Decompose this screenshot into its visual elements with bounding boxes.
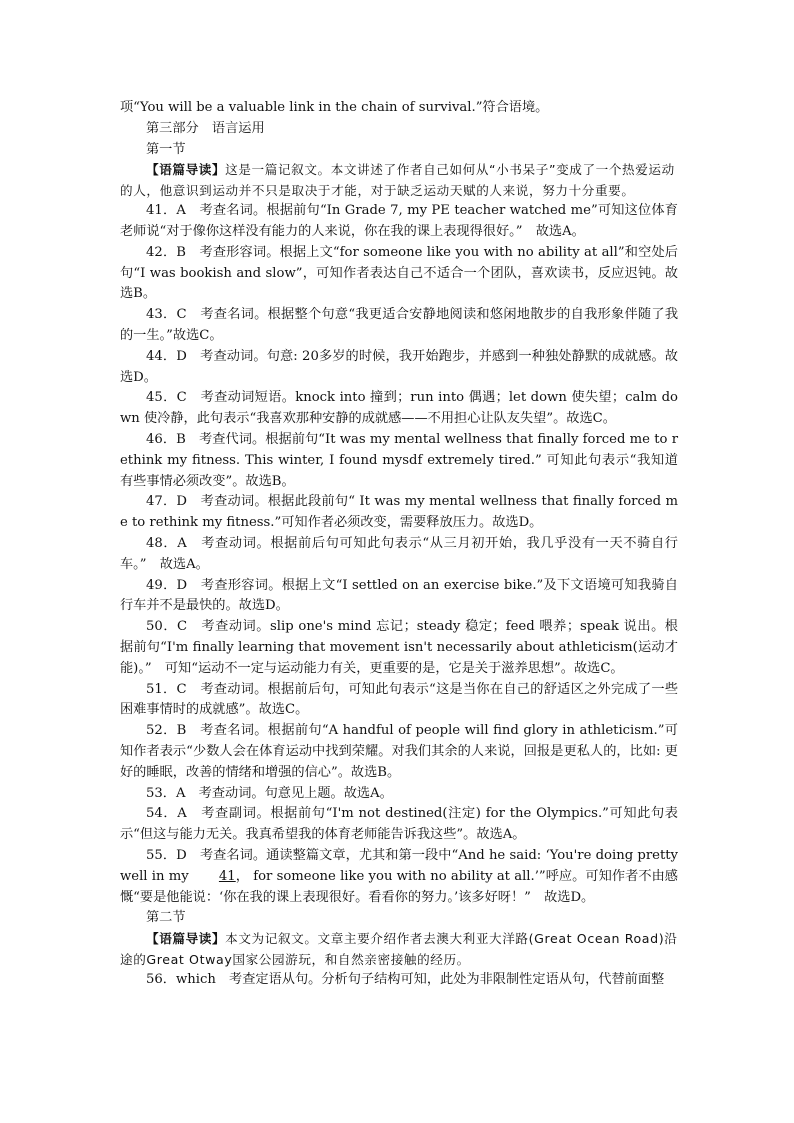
answer-item: 54．A 考查副词。根据前句“I'm not destined(注定) for the Olympics.”可知此句表示“但这与能力无关。我真希望我的体育老师能告诉我这些”。故选A。 bbox=[120, 806, 678, 843]
answer-item: 53．A 考查动词。句意见上题。故选A。 bbox=[146, 785, 393, 801]
answer-item: 50．C 考查动词。slip one's mind 忘记；steady 稳定；feed 喂养；speak 说出。根据前句“I'm finally learning that movement isn't necessarily about athleticism(运动才能)。” 可知“运动不一定与运动能力有关，更重要的是，它是关于滋养思想”。故选C。 bbox=[120, 619, 678, 676]
answer-item: 48．A 考查动词。根据前后句可知此句表示“从三月初开始，我几乎没有一天不骑自行车。” 故选A。 bbox=[120, 535, 678, 572]
section-title-2: 第二节 bbox=[146, 910, 186, 926]
answer-item: 46．B 考查代词。根据前句“It was my mental wellness that finally forced me to rethink my fitness. This winter, I found mysdf extremely tired.” 可知此句表示“我知道有些事情必须改变”。故选B。 bbox=[120, 431, 678, 489]
answer-item-55 bbox=[120, 846, 678, 908]
answer-item: 45．C 考查动词短语。knock into 撞到；run into 偶遇；let down 使失望；calm down 使冷静，此句表示“我喜欢那种安静的成就感——不用担心让队友失望”。故选C。 bbox=[120, 390, 678, 427]
answer-item: 52．B 考查名词。根据前句“A handful of people will find glory in athleticism.”可知作者表示“少数人会在体育运动中找到荣耀。对我们其余的人来说，回报是更私人的，比如: 更好的睡眠，改善的情绪和增强的信心”。故选B。 bbox=[120, 723, 678, 780]
reading-guide-1 bbox=[120, 160, 678, 201]
guide-tag: 【语篇导读】 bbox=[146, 931, 226, 947]
section-title-1: 第一节 bbox=[146, 141, 186, 157]
answer-item: 47．D 考查动词。根据此段前句“ It was my mental wellness that finally forced me to rethink my fitness.”可知作者必须改变，需要释放压力。故选D。 bbox=[120, 494, 678, 531]
answer-item: 43．C 考查名词。根据整个句意“我更适合安静地阅读和悠闲地散步的自我形象伴随了我的一生。”故选C。 bbox=[120, 307, 678, 343]
answer-item: 51．C 考查动词。根据前后句，可知此句表示“这是当你在自己的舒适区之外完成了一些困难事情时的成就感”。故选C。 bbox=[120, 681, 678, 718]
answer-55-before: 55．D 考查名词。通读整篇文章，尤其和第一段中“And he said: ‘You're doing pretty well in my bbox=[120, 847, 678, 884]
reading-guide-2 bbox=[120, 929, 678, 970]
answer-item: 42．B 考查形容词。根据上文“for someone like you with no ability at all”和空处后句“I was bookish and slow”，可知作者表达自己不适合一个团队，喜欢读书，反应迟钝。故选B。 bbox=[120, 244, 678, 302]
answer-item: 44．D 考查动词。句意: 20多岁的时候，我开始跑步，并感到一种独处静默的成就感。故选D。 bbox=[120, 348, 678, 385]
answer-item: 49．D 考查形容词。根据上文“I settled on an exercise bike.”及下文语境可知我骑自行车并不是最快的。故选D。 bbox=[120, 577, 678, 614]
guide-text: 这是一篇记叙文。本文讲述了作者自己如何从“小书呆子”变成了一个热爱运动的人，他意识到运动并不只是取决于才能，对于缺乏运动天赋的人来说，努力十分重要。 bbox=[120, 162, 675, 198]
answer-item: 41．A 考查名词。根据前句“In Grade 7, my PE teacher watched me”可知这位体育老师说“对于像你这样没有能力的人来说，你在我的课上表现得很好。” 故选A。 bbox=[120, 203, 678, 239]
answer-55-blank: 41 bbox=[218, 868, 236, 884]
part-title: 第三部分 语言运用 bbox=[146, 120, 265, 136]
answer-key-content bbox=[120, 98, 678, 991]
guide-text: 本文为记叙文。文章主要介绍作者去澳大利亚大洋路(Great Ocean Road)沿途的Great Otway国家公园游玩，和自然亲密接触的经历。 bbox=[120, 931, 678, 967]
intro-line: 项“You will be a valuable link in the chain of survival.”符合语境。 bbox=[120, 100, 549, 115]
guide-tag: 【语篇导读】 bbox=[146, 162, 226, 178]
answer-item-56: 56．which 考查定语从句。分析句子结构可知，此处为非限制性定语从句，代替前面整 bbox=[146, 971, 665, 987]
answer-55-after: ， for someone like you with no ability at all.’”呼应。可知作者不由感慨“要是他能说：‘你在我的课上表现很好。看看你的努力。’该多好呀！” 故选D。 bbox=[120, 868, 678, 905]
